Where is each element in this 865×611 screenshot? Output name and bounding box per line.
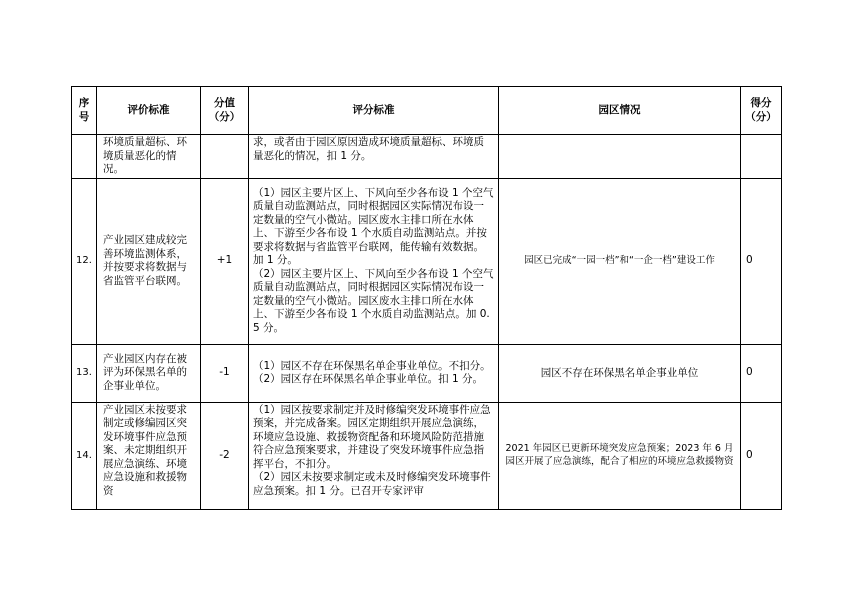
row-score: +1: [201, 178, 249, 344]
row-got: 0: [741, 344, 782, 402]
row-criteria: 环境质量超标、环境质量恶化的情况。: [97, 135, 201, 179]
row-no: 13.: [72, 344, 97, 402]
row-score: [201, 135, 249, 179]
header-row: [72, 87, 782, 135]
row-score: -2: [201, 402, 249, 509]
row-standard: [249, 135, 499, 179]
row-got: 0: [741, 402, 782, 509]
header-standard: 评分标准: [249, 87, 499, 135]
row-standard: [249, 178, 499, 344]
header-score: 分值（分）: [201, 87, 249, 135]
row-got: 0: [741, 178, 782, 344]
standard-line: 求，或者由于园区原因造成环境质量超标、环境质量恶化的情况，扣 1 分。: [253, 136, 484, 162]
row-no: 12.: [72, 178, 97, 344]
row-status: 园区不存在环保黑名单企事业单位: [499, 344, 741, 402]
row-criteria: 产业园区内存在被评为环保黑名单的企事业单位。: [97, 344, 201, 402]
header-no: 序号: [72, 87, 97, 135]
header-got: 得分（分）: [741, 87, 782, 135]
row-status: 园区已完成“一园一档”和“一企一档”建设工作: [499, 178, 741, 344]
table-row: [72, 344, 782, 402]
row-no: [72, 135, 97, 179]
table-row: [72, 135, 782, 179]
standard-line: （2）园区未按要求制定或未及时修编突发环境事件应急预案。扣 1 分。已召开专家评审: [253, 471, 491, 497]
standard-line: （2）园区主要片区上、下风向至少各布设 1 个空气质量自动监测站点，同时根据园区实际情况布设一定数量的空气小微站。园区废水主排口所在水体上、下游至少各布设 1 个水质自动监测站点。加 0.5 分。: [253, 267, 494, 334]
standard-line: （1）园区按要求制定并及时修编突发环境事件应急预案，并完成备案。园区定期组织开展应急演练，环境应急设施、救援物资配备和环境风险防范措施符合应急预案要求，并建设了突发环境事件应急指挥平台，不扣分。: [253, 403, 491, 470]
row-criteria: 产业园区未按要求制定或修编园区突发环境事件应急预案、未定期组织开展应急演练、环境应急设施和救援物资: [97, 402, 201, 509]
row-status: [499, 135, 741, 179]
row-score: -1: [201, 344, 249, 402]
table-row: [72, 402, 782, 509]
row-no: 14.: [72, 402, 97, 509]
row-status: 2021 年园区已更新环境突发应急预案；2023 年 6 月园区开展了应急演练，配合了相应的环境应急救援物资: [499, 402, 741, 509]
header-criteria: 评价标准: [97, 87, 201, 135]
standard-line: （1）园区不存在环保黑名单企事业单位。不扣分。: [253, 359, 491, 372]
header-status: 园区情况: [499, 87, 741, 135]
row-standard: [249, 402, 499, 509]
standard-line: （1）园区主要片区上、下风向至少各布设 1 个空气质量自动监测站点，同时根据园区实际情况布设一定数量的空气小微站。园区废水主排口所在水体上、下游至少各布设 1 个水质自动监测站点。并按要求将数据与省监管平台联网，能传输有效数据。加 1 分。: [253, 186, 494, 267]
standard-line: （2）园区存在环保黑名单企事业单位。扣 1 分。: [253, 373, 484, 385]
row-standard: [249, 344, 499, 402]
row-criteria: 产业园区建成较完善环境监测体系，并按要求将数据与省监管平台联网。: [97, 178, 201, 344]
evaluation-table: [71, 86, 782, 510]
table-row: [72, 178, 782, 344]
row-got: [741, 135, 782, 179]
